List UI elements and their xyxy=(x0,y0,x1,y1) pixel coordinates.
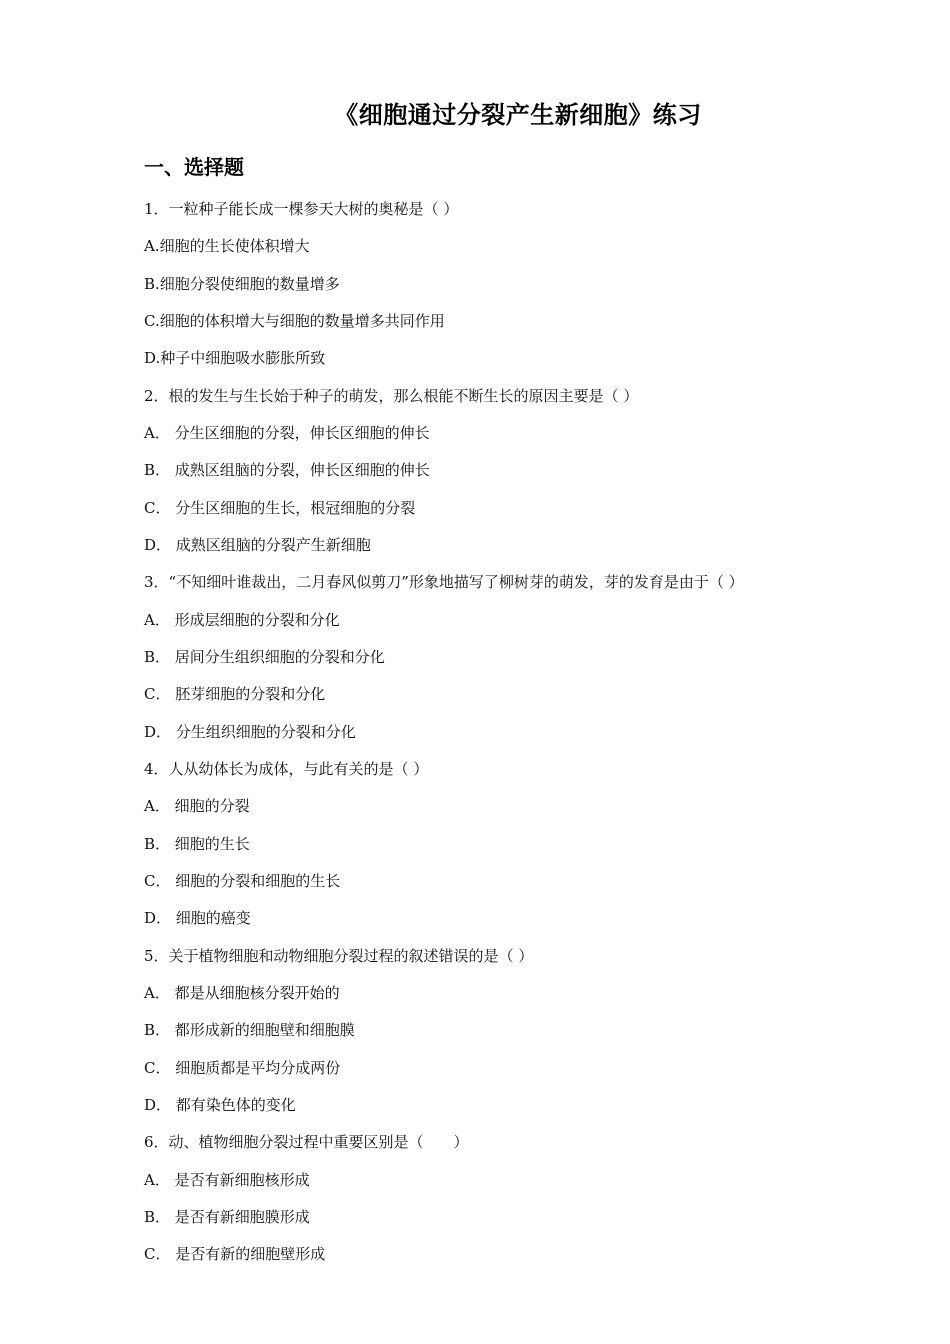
answer-option: A． 细胞的分裂 xyxy=(144,797,250,816)
answer-option: B． 居间分生组织细胞的分裂和分化 xyxy=(144,647,385,666)
answer-option: A． 形成层细胞的分裂和分化 xyxy=(144,610,340,629)
answer-option: A． 是否有新细胞核形成 xyxy=(144,1170,310,1189)
answer-option: B． 是否有新细胞膜形成 xyxy=(144,1207,310,1226)
document-title: 《细胞通过分裂产生新细胞》练习 xyxy=(334,100,702,129)
answer-option: C． 分生区细胞的生长，根冠细胞的分裂 xyxy=(144,498,416,517)
answer-option: C． 是否有新的细胞壁形成 xyxy=(144,1245,326,1264)
question-stem: 3．“不知细叶谁裁出，二月春风似剪刀”形象地描写了柳树芽的萌发，芽的发育是由于（ ） xyxy=(144,573,744,592)
answer-option: D． 分生组织细胞的分裂和分化 xyxy=(144,722,356,741)
section-heading: 一、选择题 xyxy=(144,155,244,179)
answer-option: A． 都是从细胞核分裂开始的 xyxy=(144,983,340,1002)
answer-option: C.细胞的体积增大与细胞的数量增多共同作用 xyxy=(144,311,445,330)
answer-option: D.种子中细胞吸水膨胀所致 xyxy=(144,349,326,368)
question-list xyxy=(144,198,844,1281)
answer-option: B． 都形成新的细胞壁和细胞膜 xyxy=(144,1021,355,1040)
answer-option: D． 成熟区组脑的分裂产生新细胞 xyxy=(144,535,371,554)
answer-option: C． 细胞的分裂和细胞的生长 xyxy=(144,871,341,890)
answer-option: A． 分生区细胞的分裂，伸长区细胞的伸长 xyxy=(144,423,430,442)
answer-option: B． 成熟区组脑的分裂，伸长区细胞的伸长 xyxy=(144,461,430,480)
question-stem: 6．动、植物细胞分裂过程中重要区别是（ ） xyxy=(144,1133,469,1152)
question-stem: 1．一粒种子能长成一棵参天大树的奥秘是（ ） xyxy=(144,200,459,218)
answer-option: B． 细胞的生长 xyxy=(144,834,250,853)
answer-option: A.细胞的生长使体积增大 xyxy=(144,237,310,256)
question-stem: 2．根的发生与生长始于种子的萌发，那么根能不断生长的原因主要是（ ） xyxy=(144,386,639,405)
question-stem: 4．人从幼体长为成体，与此有关的是（ ） xyxy=(144,759,429,778)
answer-option: C． 细胞质都是平均分成两份 xyxy=(144,1058,341,1077)
answer-option: D． 都有染色体的变化 xyxy=(144,1095,296,1114)
question-stem: 5．关于植物细胞和动物细胞分裂过程的叙述错误的是（ ） xyxy=(144,946,534,965)
answer-option: C． 胚芽细胞的分裂和分化 xyxy=(144,685,326,704)
answer-option: B.细胞分裂使细胞的数量增多 xyxy=(144,274,340,293)
answer-option: D． 细胞的癌变 xyxy=(144,909,251,928)
